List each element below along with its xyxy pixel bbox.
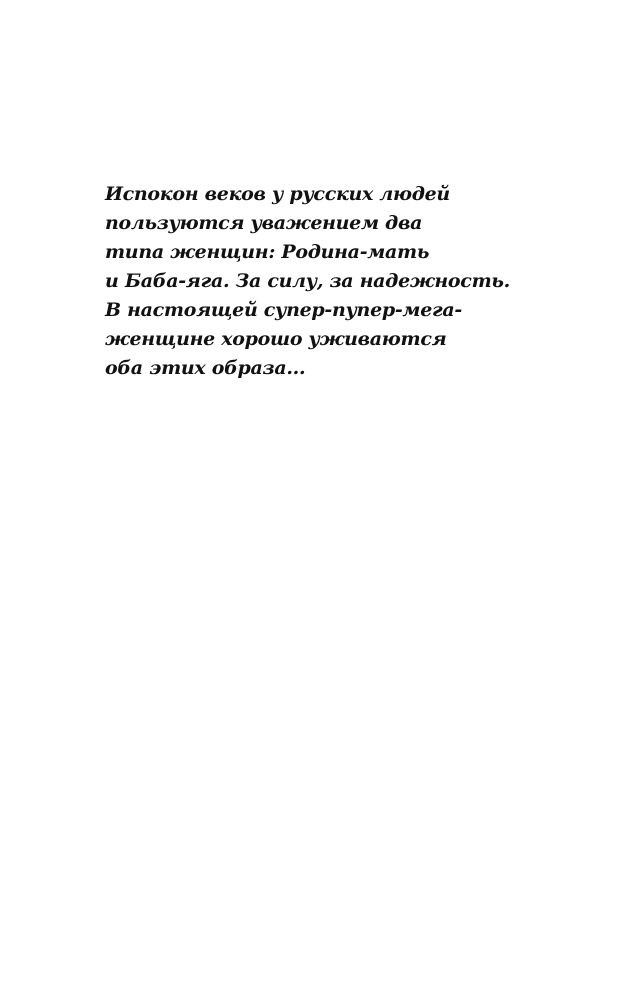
epigraph-line: Испокон веков у русских людей [105, 183, 450, 205]
epigraph-line: пользуются уважением два [105, 212, 423, 234]
epigraph-line: типа женщин: Родина-мать [105, 241, 430, 263]
epigraph-line: и Баба-яга. За силу, за надежность. [105, 270, 510, 292]
epigraph-line: оба этих образа... [105, 357, 306, 379]
epigraph-line: женщине хорошо уживаются [105, 328, 447, 350]
epigraph-paragraph [105, 180, 525, 383]
epigraph-line: В настоящей супер-пупер-мега- [105, 299, 462, 321]
